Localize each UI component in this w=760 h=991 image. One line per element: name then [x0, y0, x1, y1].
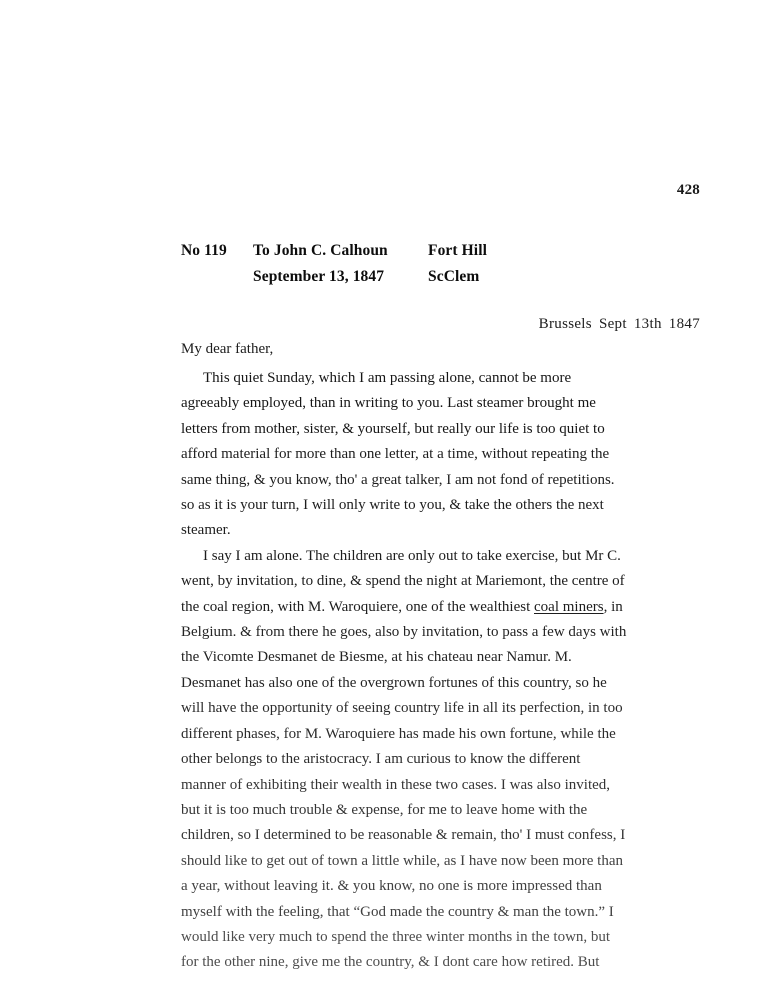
body-line: children, so I determined to be reasonable & remain, tho' I must confess, I [181, 827, 626, 844]
paragraph-1 [181, 366, 702, 544]
body-line: agreeably employed, than in writing to you. Last steamer brought me [181, 395, 596, 412]
body-line: I say I am alone. The children are only out to take exercise, but Mr C. [203, 547, 621, 564]
letter-date: September 13, 1847 [253, 268, 385, 285]
body-line: for the other nine, give me the country, & I dont care how retired. But [181, 954, 600, 971]
body-line: so as it is your turn, I will only write to you, & take the others the next [181, 497, 604, 514]
body-line: other belongs to the aristocracy. I am curious to know the different [181, 751, 581, 768]
dateline: Brussels Sept 13th 1847 [538, 316, 700, 332]
body-line: This quiet Sunday, which I am passing alone, cannot be more [203, 370, 572, 386]
body-line-with-underline [181, 595, 702, 620]
page-number: 428 [676, 182, 700, 198]
body-line: should like to get out of town a little while, as I have now been more than [181, 852, 623, 869]
salutation: My dear father, [181, 341, 274, 357]
body-line: a year, without leaving it. & you know, no one is more impressed than [181, 878, 602, 895]
letter-body [181, 366, 702, 976]
body-line: but it is too much trouble & expense, for me to leave home with the [181, 801, 588, 818]
letter-place: Fort Hill [428, 242, 488, 259]
body-line: letters from mother, sister, & yourself, but really our life is too quiet to [181, 420, 605, 437]
body-line: steamer. [181, 522, 231, 539]
paragraph-2 [181, 544, 702, 976]
body-line: Belgium. & from there he goes, also by invitation, to pass a few days with [181, 624, 627, 641]
body-line: same thing, & you know, tho' a great talker, I am not fond of repetitions. [181, 471, 615, 488]
body-line: manner of exhibiting their wealth in these two cases. I was also invited, [181, 776, 611, 793]
body-line-text: the coal region, with M. Waroquiere, one of the wealthiest [181, 598, 534, 615]
letter-header-row-1 [181, 238, 621, 264]
body-line-tail: , in [603, 598, 623, 615]
body-line: Desmanet has also one of the overgrown fortunes of this country, so he [181, 674, 607, 691]
body-line: went, by invitation, to dine, & spend the night at Mariemont, the centre of [181, 573, 625, 590]
letter-header-row-2 [181, 264, 621, 290]
body-line: will have the opportunity of seeing country life in all its perfection, in too [181, 700, 623, 717]
letter-recipient: To John C. Calhoun [253, 242, 388, 259]
body-line: myself with the feeling, that “God made the country & man the town.” I [181, 903, 614, 920]
letter-header [181, 238, 621, 290]
letter-number: No 119 [181, 242, 227, 259]
body-line: the Vicomte Desmanet de Biesme, at his chateau near Namur. M. [181, 649, 572, 666]
letter-source: ScClem [428, 268, 480, 285]
body-line: afford material for more than one letter, at a time, without repeating the [181, 446, 610, 463]
underlined-phrase: coal miners [534, 598, 604, 615]
body-line: different phases, for M. Waroquiere has made his own fortune, while the [181, 725, 616, 742]
body-line: would like very much to spend the three winter months in the town, but [181, 928, 611, 945]
